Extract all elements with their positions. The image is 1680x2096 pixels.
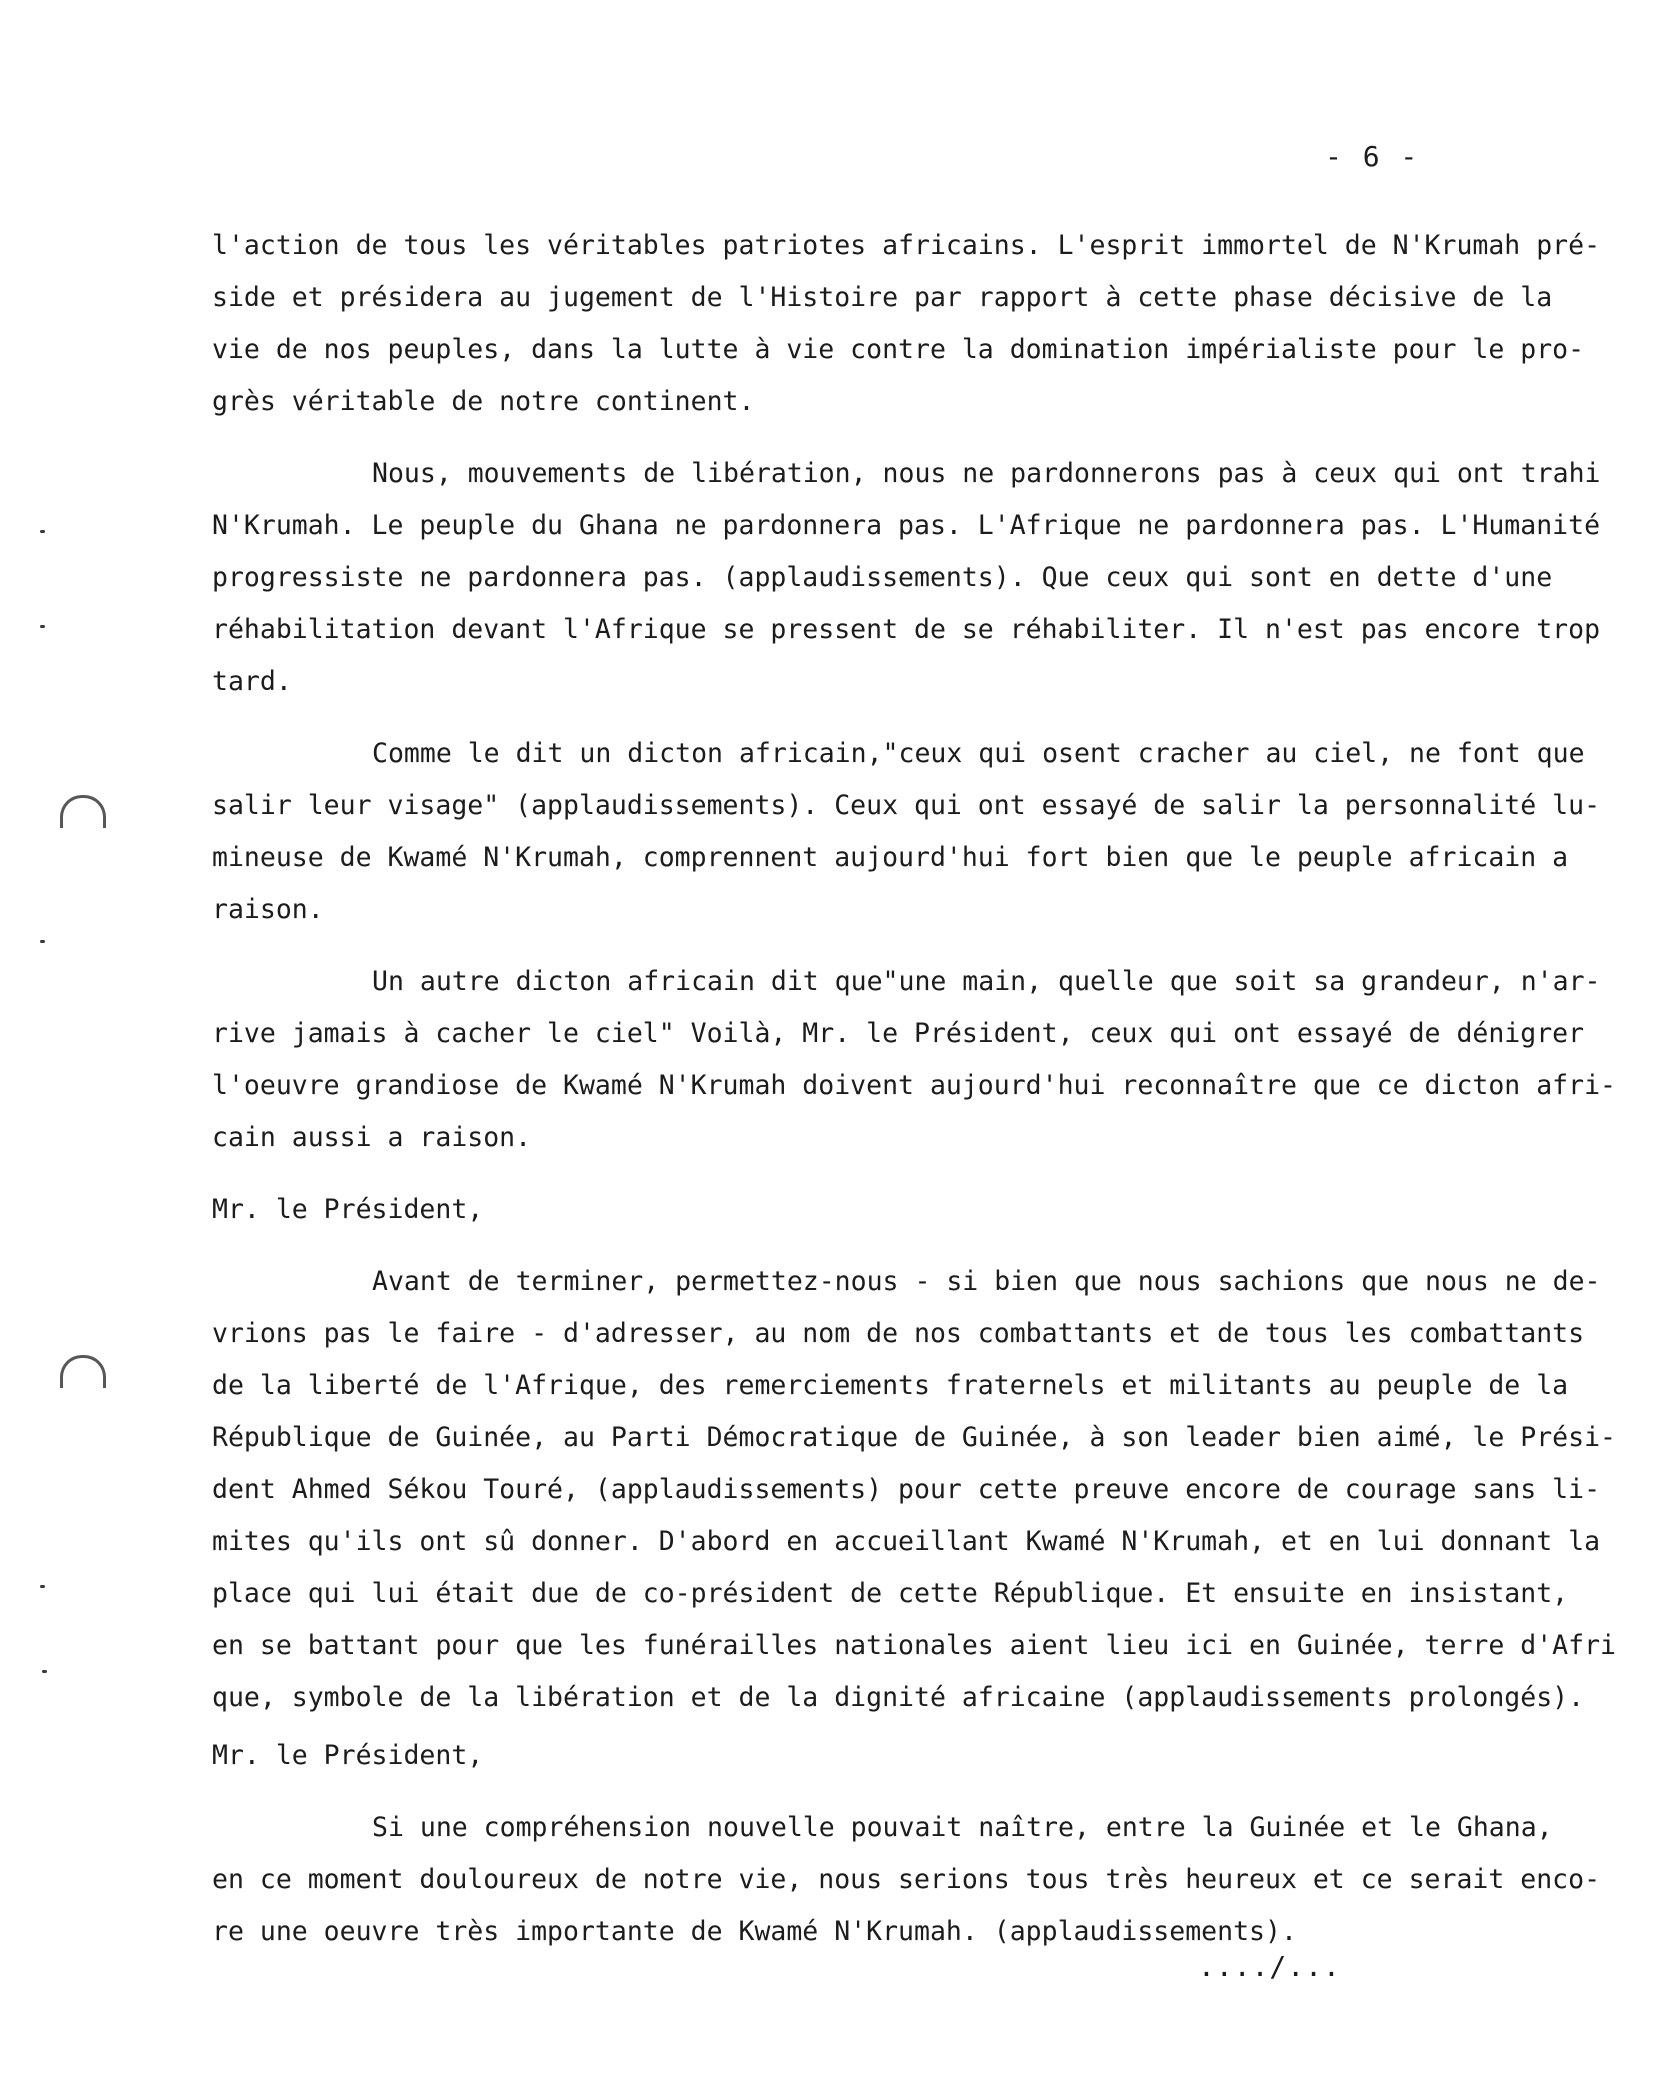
text-line: que, symbole de la libération et de la dignité africaine (applaudissements prolongés). xyxy=(212,1682,1585,1713)
text-line: en ce moment douloureux de notre vie, nous serions tous très heureux et ce serait enco- xyxy=(212,1864,1601,1895)
text-line: cain aussi a raison. xyxy=(212,1122,532,1153)
text-line: de la liberté de l'Afrique, des remerciements fraternels et militants au peuple de la xyxy=(212,1370,1569,1401)
text-line: raison. xyxy=(212,894,324,925)
text-line: en se battant pour que les funérailles nationales aient lieu ici en Guinée, terre d'Afri xyxy=(212,1630,1616,1661)
paragraph-2 xyxy=(212,448,1622,708)
paragraph-5 xyxy=(212,1256,1622,1724)
text-line: Un autre dicton africain dit que"une main, quelle que soit sa grandeur, n'ar- xyxy=(372,966,1601,997)
text-line: Avant de terminer, permettez-nous - si bien que nous sachions que nous ne de- xyxy=(372,1266,1601,1297)
salutation-1 xyxy=(212,1184,1622,1236)
text-line: Si une compréhension nouvelle pouvait naître, entre la Guinée et le Ghana, xyxy=(372,1812,1553,1843)
text-line: tard. xyxy=(212,666,292,697)
text-line: Mr. le Président, xyxy=(212,1740,484,1771)
page-number: - 6 - xyxy=(1325,140,1420,173)
text-line: l'action de tous les véritables patriotes africains. L'esprit immortel de N'Krumah pré- xyxy=(212,230,1601,261)
paragraph-1 xyxy=(212,220,1622,428)
text-line: re une oeuvre très importante de Kwamé N'Krumah. (applaudissements). xyxy=(212,1916,1297,1947)
text-line: progressiste ne pardonnera pas. (applaudissements). Que ceux qui sont en dette d'une xyxy=(212,562,1553,593)
margin-speck xyxy=(40,1585,45,1588)
text-line: N'Krumah. Le peuple du Ghana ne pardonnera pas. L'Afrique ne pardonnera pas. L'Humanité xyxy=(212,510,1601,541)
margin-speck xyxy=(40,625,45,628)
text-line: Mr. le Président, xyxy=(212,1194,484,1225)
text-line: Comme le dit un dicton africain,"ceux qui osent cracher au ciel, ne font que xyxy=(372,738,1585,769)
text-line: grès véritable de notre continent. xyxy=(212,386,755,417)
text-line: vie de nos peuples, dans la lutte à vie contre la domination impérialiste pour le pro- xyxy=(212,334,1585,365)
text-line: l'oeuvre grandiose de Kwamé N'Krumah doivent aujourd'hui reconnaître que ce dicton afri- xyxy=(212,1070,1616,1101)
text-line: dent Ahmed Sékou Touré, (applaudissements) pour cette preuve encore de courage sans li- xyxy=(212,1474,1601,1505)
text-line: Nous, mouvements de libération, nous ne pardonnerons pas à ceux qui ont trahi xyxy=(372,458,1601,489)
text-line: place qui lui était due de co-président de cette République. Et ensuite en insistant, xyxy=(212,1578,1569,1609)
text-line: mineuse de Kwamé N'Krumah, comprennent aujourd'hui fort bien que le peuple africain a xyxy=(212,842,1569,873)
text-line: vrions pas le faire - d'adresser, au nom de nos combattants et de tous les combattants xyxy=(212,1318,1585,1349)
margin-speck xyxy=(40,530,45,533)
margin-speck xyxy=(40,940,45,943)
text-line: side et présidera au jugement de l'Histoire par rapport à cette phase décisive de la xyxy=(212,282,1553,313)
text-line: réhabilitation devant l'Afrique se pressent de se réhabiliter. Il n'est pas encore trop xyxy=(212,614,1601,645)
paragraph-4 xyxy=(212,956,1622,1164)
salutation-2 xyxy=(212,1730,1622,1782)
paragraph-6 xyxy=(212,1802,1622,1958)
punch-hole-mark-lower xyxy=(60,1355,106,1388)
margin-speck xyxy=(42,1670,47,1673)
text-line: mites qu'ils ont sû donner. D'abord en accueillant Kwamé N'Krumah, et en lui donnant la xyxy=(212,1526,1601,1557)
text-line: salir leur visage" (applaudissements). Ceux qui ont essayé de salir la personnalité lu- xyxy=(212,790,1601,821)
punch-hole-mark-upper xyxy=(60,795,106,828)
text-line: rive jamais à cacher le ciel" Voilà, Mr. le Président, ceux qui ont essayé de dénigrer xyxy=(212,1018,1585,1049)
paragraph-3 xyxy=(212,728,1622,936)
continuation-mark: ..../... xyxy=(1198,1950,1341,1983)
text-line: République de Guinée, au Parti Démocratique de Guinée, à son leader bien aimé, le Prési- xyxy=(212,1422,1616,1453)
body-text xyxy=(212,220,1622,1958)
